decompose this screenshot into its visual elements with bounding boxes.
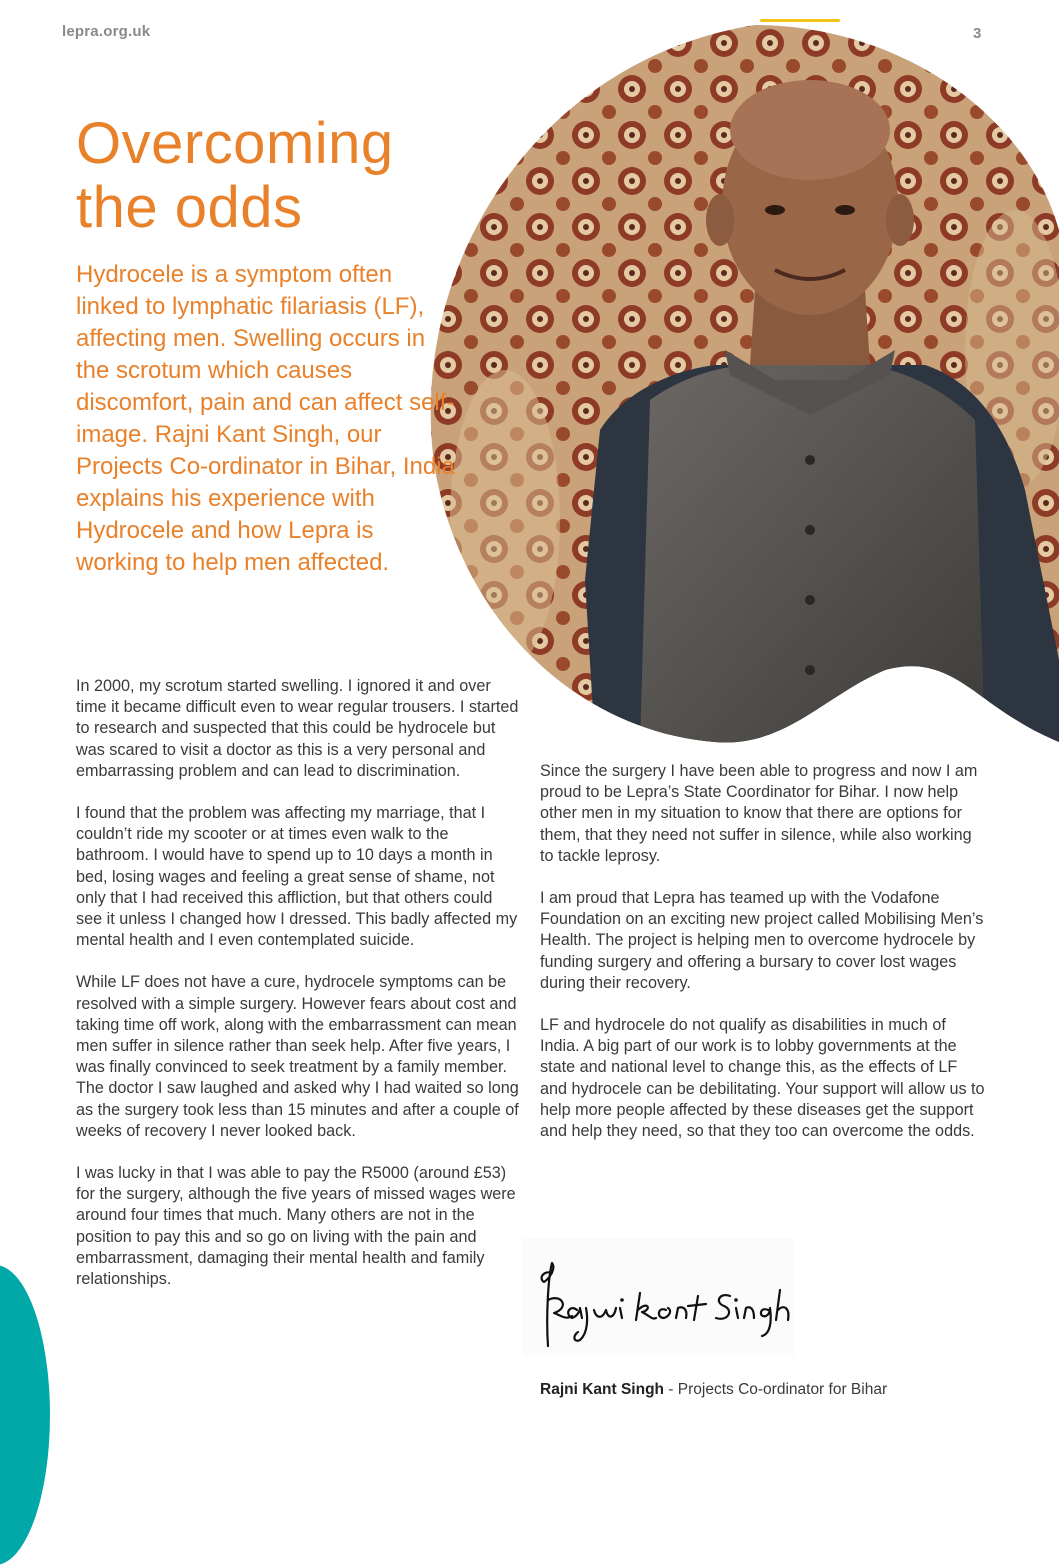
portrait-photo	[425, 20, 1059, 745]
site-url: lepra.org.uk	[62, 23, 151, 40]
page-number: 3	[973, 25, 982, 42]
body-paragraph: While LF does not have a cure, hydrocele symptoms can be resolved with a simple surgery. However fears about cost and taking time off work, along with the embarrassment can mean men suffer in silence rather than seek help. After five years, I was finally convinced to seek treatment by a family member. The doctor I saw laughed and asked why I had waited so long as the surgery took less than 15 minutes and after a couple of weeks of recovery I never looked back.	[76, 973, 519, 1140]
teal-accent-shape	[0, 1265, 50, 1565]
body-paragraph: I was lucky in that I was able to pay the R5000 (around £53) for the surgery, although the five years of missed wages were around four times that much. Many others are not in the position to pay this and so go on living with the pain and embarrassment, damaging their mental health and family relationships.	[76, 1164, 516, 1289]
caption-name: Rajni Kant Singh	[540, 1381, 664, 1398]
title-line-2: the odds	[76, 175, 303, 240]
page-title	[76, 112, 394, 240]
intro-paragraph: Hydrocele is a symptom often linked to lymphatic filariasis (LF), affecting men. Swelling occurs in the scrotum which causes discomfort, pain and can affect self-image. Rajni Kant Singh, our Projects Co-ordinator in Bihar, India explains his experience with Hydrocele and how Lepra is working to help men affected.	[76, 261, 455, 576]
handwritten-signature	[522, 1238, 794, 1356]
body-paragraph: I found that the problem was affecting my marriage, that I couldn’t ride my scooter or at times even walk to the bathroom. I would have to spend up to 10 days a month in bed, losing wages and feeling a great sense of shame, not only that I had received this affliction, but that others could see it unless I changed how I dressed. This badly affected my mental health and I even contemplated suicide.	[76, 804, 518, 950]
body-paragraph: I am proud that Lepra has teamed up with the Vodafone Foundation on an exciting new project called Mobilising Men’s Health. The project is helping men to overcome hydrocele by funding surgery and offering a bursary to cover lost wages during their recovery.	[540, 889, 984, 992]
caption-role: - Projects Co-ordinator for Bihar	[664, 1381, 888, 1398]
body-paragraph: Since the surgery I have been able to progress and now I am proud to be Lepra’s State Coordinator for Bihar. I now help other men in my situation to know that there are options for them, that they need not suffer in silence, while also working to tackle leprosy.	[540, 762, 978, 865]
body-column-left	[76, 676, 521, 1311]
title-line-1: Overcoming	[76, 111, 394, 176]
body-column-right	[540, 761, 985, 1163]
signature-caption	[540, 1381, 887, 1399]
body-paragraph: In 2000, my scrotum started swelling. I ignored it and over time it became difficult even to wear regular trousers. I started to research and suspected that this could be hydrocele but was scared to visit a doctor as this is a very personal and embarrassing problem and can lead to discrimination.	[76, 677, 519, 780]
body-paragraph: LF and hydrocele do not qualify as disabilities in much of India. A big part of our work is to lobby governments at the state and national level to change this, as the effects of LF and hydrocele can be debilitating. Your support will allow us to help more people affected by these diseases get the support and help they need, so that they too can overcome the odds.	[540, 1016, 985, 1141]
